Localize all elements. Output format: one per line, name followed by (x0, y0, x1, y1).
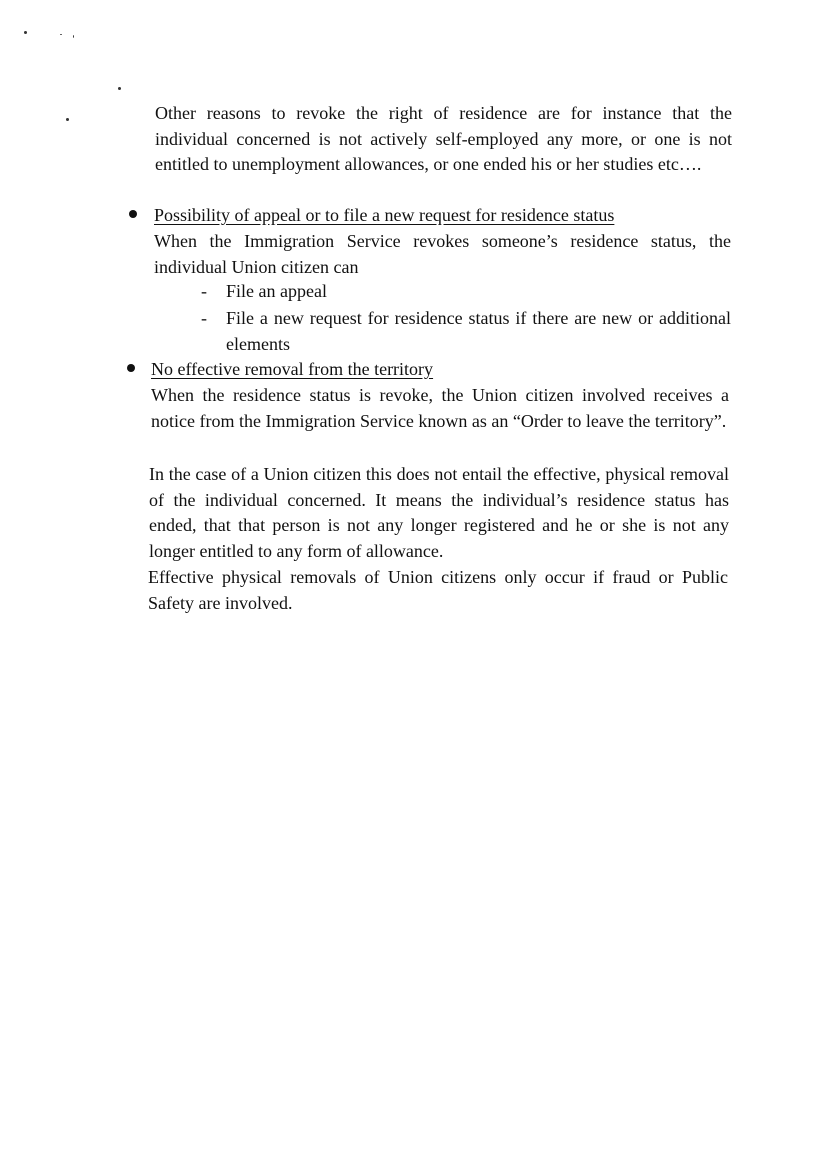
intro-paragraph: Other reasons to revoke the right of residence are for instance that the individual concerned is not actively self-employed any more, or one is not entitled to unemployment allowances, or one ended his or her studies etc…. (155, 103, 732, 174)
appeal-paragraph: When the Immigration Service revokes someone’s residence status, the individual Union citizen can (154, 231, 731, 277)
bullet-icon (129, 210, 137, 218)
scan-speck (60, 34, 62, 35)
list-item: File a new request for residence status if there are new or additional elements (226, 308, 731, 354)
bullet-icon (127, 364, 135, 372)
removal-paragraph: Effective physical removals of Union citizens only occur if fraud or Public Safety are involved. (148, 567, 728, 613)
list-item: File an appeal (226, 281, 327, 301)
section-heading-removal: No effective removal from the territory (151, 359, 434, 379)
scan-speck (24, 31, 27, 34)
scan-speck (73, 35, 74, 38)
section-heading-appeal: Possibility of appeal or to file a new request for residence status (154, 205, 615, 225)
list-dash: - (201, 308, 207, 328)
removal-paragraph: In the case of a Union citizen this does not entail the effective, physical removal of the individual concerned. It means the individual’s residence status has ended, that that person is not any longer registered and he or she is not any longer entitled to any form of allowance. (149, 464, 729, 561)
scan-speck (66, 118, 69, 121)
scan-speck (118, 87, 121, 90)
removal-paragraph: When the residence status is revoke, the Union citizen involved receives a notice from the Immigration Service known as an “Order to leave the territory”. (151, 385, 729, 431)
list-dash: - (201, 281, 207, 301)
